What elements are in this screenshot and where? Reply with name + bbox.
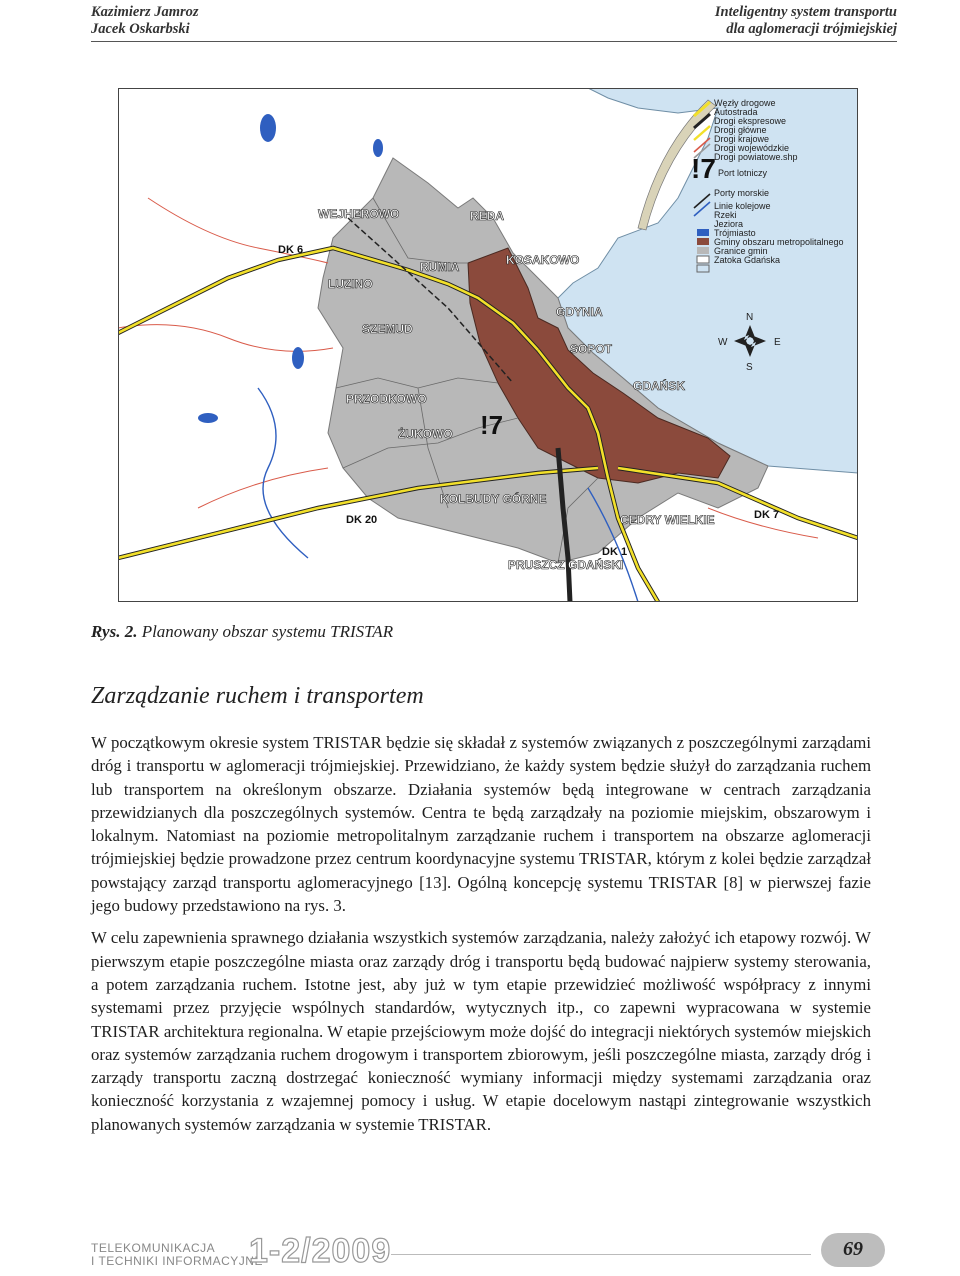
- legend-label: Drogi wojewódzkie: [714, 143, 790, 153]
- journal-name-line: I TECHNIKI INFORMACYJNE: [91, 1254, 263, 1268]
- airport-marker-icon: !7: [480, 410, 504, 440]
- place-label: WEJHEROWO: [318, 207, 400, 221]
- footer-divider: [391, 1254, 811, 1255]
- place-label: LUZINO: [328, 277, 373, 291]
- article-title-line: Inteligentny system transportu: [714, 4, 897, 20]
- compass-north: N: [746, 312, 754, 323]
- legend-label: Drogi główne: [714, 125, 767, 135]
- legend-label: Port lotniczy: [718, 168, 768, 178]
- road-label: DK 6: [278, 244, 304, 256]
- legend-label: Gminy obszaru metropolitalnego: [714, 237, 844, 247]
- place-label: SOPOT: [570, 342, 613, 356]
- tristar-area-map: [118, 88, 858, 602]
- author-name: Kazimierz Jamroz: [91, 4, 199, 20]
- figure-caption: [91, 622, 393, 642]
- airport-icon: !7: [691, 153, 716, 184]
- page-footer: [91, 1226, 897, 1276]
- place-label: SZEMUD: [362, 322, 413, 336]
- place-label: KOLBUDY GÓRNE: [440, 492, 547, 506]
- journal-name: [91, 1242, 263, 1268]
- journal-name-line: TELEKOMUNIKACJA: [91, 1241, 216, 1255]
- place-label: REDA: [470, 209, 505, 223]
- place-label: PRZODKOWO: [346, 392, 427, 406]
- legend-label: Drogi powiatowe.shp: [714, 152, 798, 162]
- place-label: ŻUKOWO: [398, 427, 453, 441]
- place-label: GDYNIA: [556, 305, 603, 319]
- compass-south: S: [746, 362, 753, 373]
- author-name: Jacek Oskarbski: [91, 21, 190, 37]
- legend-label: Granice gmin: [714, 246, 768, 256]
- legend-label: Trójmiasto: [714, 228, 756, 238]
- body-paragraph: W celu zapewnienia sprawnego działania wszystkich systemów zarządzania, należy założyć ich etapowy rozwój. W pierwszym etapie poszczególne miasta oraz zarządy dróg i transportu będą budować najpierw systemy sterowania, a potem zarządzania ruchem. Istotne jest, aby już w tym etapie przewidzieć możliwość współpracy z innymi systemami przez przyjęcie wspólnych standardów, wytycznych itp., co zapewni wypracowana w systemie TRISTAR architektura regionalna. W etapie przejściowym może dojść do integracji niektórych systemów miejskich oraz systemów zarządzania ruchem drogowym i transportem zbiorowym, jeśli poszczególne miasta, zarządy dróg i zarządy transportu zaczną dostrzegać konieczność wymiany informacji między systemami zarządzania oraz konieczność korzystania z wzajemnej pomocy i usług. W etapie docelowym nastąpi zintegrowanie wszystkich planowanych systemów zarządzania w systemie TRISTAR.: [91, 928, 871, 1134]
- page-number-badge: [821, 1233, 885, 1267]
- legend-swatch-metro: [697, 247, 709, 254]
- header-divider: [91, 41, 897, 42]
- page-number: 69: [843, 1238, 863, 1260]
- legend-swatch-sea: [697, 265, 709, 272]
- legend-label: Autostrada: [714, 107, 758, 117]
- section-heading: Zarządzanie ruchem i transportem: [91, 683, 424, 709]
- issue-number: 1-2/2009: [249, 1232, 392, 1270]
- road-label: DK 20: [346, 514, 378, 526]
- legend-label: Zatoka Gdańska: [714, 255, 781, 265]
- compass-east: E: [774, 337, 781, 348]
- place-label: RUMIA: [420, 260, 460, 274]
- figure-label: Rys. 2.: [91, 622, 138, 641]
- place-label: PRUSZCZ GDAŃSKI: [508, 558, 624, 572]
- road-label: DK 7: [754, 509, 780, 521]
- legend-swatch-borders: [697, 256, 709, 263]
- place-label: CEDRY WIELKIE: [620, 513, 715, 527]
- compass-west: W: [718, 337, 728, 348]
- place-label: KOSAKOWO: [506, 253, 580, 267]
- article-title-line: dla aglomeracji trójmiejskiej: [726, 21, 897, 37]
- legend-label: Jeziora: [714, 219, 744, 229]
- legend-label: Linie kolejowe: [714, 201, 771, 211]
- legend-label: Rzeki: [714, 210, 737, 220]
- legend-swatch-tricity: [697, 238, 709, 245]
- legend-label: Drogi ekspresowe: [714, 116, 787, 126]
- legend-label: Porty morskie: [714, 188, 770, 198]
- body-paragraph: W początkowym okresie system TRISTAR będzie się składał z systemów związanych z poszczególnymi zarządami dróg i transportu w aglomeracji trójmiejskiej. Przewidziano, że każdy system będzie służył do zarządzania ruchem lub transportem na określonym obszarze. Działania systemów będą integrowane w centrach zarządzania przewidzianych dla poszczególnych systemów. Centra te będą zarządzały na poziomie miejskim, obszarowym i lokalnym. Natomiast na poziomie metropolitalnym zarządzanie ruchem i transportem na obszarze aglomeracji trójmiejskiej będzie prowadzone przez centrum koordynacyjne systemu TRISTAR, którym z kolei będzie zarządzał powstający zarząd transportu aglomeracyjnego [13]. Ogólną koncepcję systemu TRISTAR [8] w pierwszej fazie jego budowy przedstawiono na rys. 3.: [91, 733, 871, 916]
- figure-caption-text: Planowany obszar systemu TRISTAR: [141, 622, 394, 641]
- place-label: GDAŃSK: [633, 379, 686, 393]
- legend-swatch-lakes: [697, 229, 709, 236]
- running-header-authors: [91, 4, 199, 38]
- article-body: [91, 731, 871, 1145]
- running-header-title: [715, 4, 897, 38]
- road-label: DK 1: [602, 546, 628, 558]
- legend-label: Węzły drogowe: [714, 98, 776, 108]
- legend-label: Drogi krajowe: [714, 134, 770, 144]
